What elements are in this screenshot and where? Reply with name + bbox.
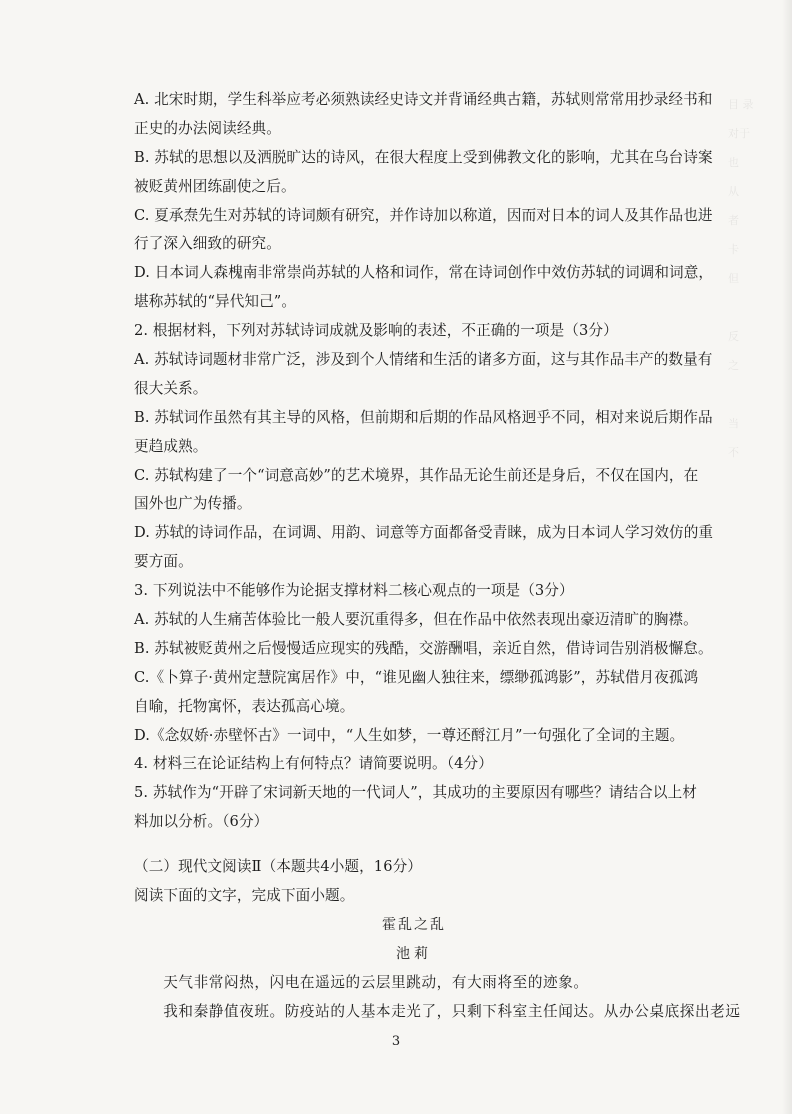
section-instruction: 阅读下面的文字，完成下面小题。: [134, 887, 355, 905]
option-1a-cont: 正史的办法阅读经典。: [134, 119, 281, 137]
question-4: 4. 材料三在论证结构上有何特点？请简要说明。（4分）: [134, 755, 493, 773]
option-2b-cont: 更趋成熟。: [134, 437, 208, 455]
question-5: 5. 苏轼作为“开辟了宋词新天地的一代词人”，其成功的主要原因有哪些？请结合以上材: [134, 784, 697, 802]
option-1d: D. 日本词人森槐南非常崇尚苏轼的人格和词作，常在诗词创作中效仿苏轼的词调和词意，: [134, 264, 714, 282]
page-number: 3: [391, 1034, 401, 1049]
story-title: 霍乱之乱: [382, 916, 446, 933]
option-1b: B. 苏轼的思想以及洒脱旷达的诗风，在很大程度上受到佛教文化的影响，尤其在乌台诗案: [134, 148, 713, 166]
option-3c: C.《卜算子·黄州定慧院寓居作》中，“谁见幽人独往来，缥缈孤鸿影”，苏轼借月夜孤鸿: [134, 668, 699, 686]
question-2: 2. 根据材料，下列对苏轼诗词成就及影响的表述，不正确的一项是（3分）: [134, 322, 618, 340]
scan-shadow: [782, 0, 792, 1114]
option-1d-cont: 堪称苏轼的“异代知己”。: [134, 293, 297, 311]
option-2d-cont: 要方面。: [134, 553, 193, 571]
option-1c: C. 夏承焘先生对苏轼的诗词颇有研究，并作诗加以称道，因而对日本的词人及其作品也进: [134, 206, 713, 224]
story-author: 池莉: [396, 945, 432, 962]
option-1b-cont: 被贬黄州团练副使之后。: [134, 177, 296, 195]
option-2d: D. 苏轼的诗词作品，在词调、用韵、词意等方面都备受青睐，成为日本词人学习效仿的重: [134, 524, 714, 542]
story-paragraph-2: 我和秦静值夜班。防疫站的人基本走光了，只剩下科室主任闻达。从办公桌底探出老远: [163, 1002, 741, 1020]
option-2c-cont: 国外也广为传播。: [134, 495, 252, 513]
option-2b: B. 苏轼词作虽然有其主导的风格，但前期和后期的作品风格迥乎不同，相对来说后期作品: [134, 408, 713, 426]
option-3c-cont: 自喻，托物寓怀，表达孤高心境。: [134, 697, 355, 715]
option-3d: D.《念奴娇·赤壁怀古》一词中，“人生如梦，一尊还酹江月”一句强化了全词的主题。: [134, 726, 685, 744]
option-2a: A. 苏轼诗词题材非常广泛，涉及到个人情绪和生活的诸多方面，这与其作品丰产的数量有: [134, 351, 713, 369]
question-3: 3. 下列说法中不能够作为论据支撑材料二核心观点的一项是（3分）: [134, 582, 574, 600]
option-2a-cont: 很大关系。: [134, 379, 208, 397]
section-gap: [134, 837, 694, 853]
section-heading: （二）现代文阅读Ⅱ（本题共4小题，16分）: [134, 858, 422, 876]
option-1a: A. 北宋时期，学生科举应考必须熟读经史诗文并背诵经典古籍，苏轼则常常用抄录经书和: [134, 91, 713, 108]
story-paragraph-1: 天气非常闷热，闪电在遥远的云层里跳动，有大雨将至的迹象。: [163, 973, 589, 991]
question-5-cont: 料加以分析。（6分）: [134, 813, 269, 831]
option-1c-cont: 行了深入细致的研究。: [134, 235, 281, 253]
option-3a: A. 苏轼的人生痛苦体验比一般人要沉重得多，但在作品中依然表现出豪迈清旷的胸襟。: [134, 611, 698, 629]
option-2c: C. 苏轼构建了一个“词意高妙”的艺术境界，其作品无论生前还是身后，不仅在国内，在: [134, 466, 699, 484]
option-3b: B. 苏轼被贬黄州之后慢慢适应现实的残酷，交游酬唱，亲近自然，借诗词告别消极懈怠。: [134, 639, 713, 657]
bleed-through-margin: 目 录 对于 也 从 者 卡 但 反 之 当 不: [728, 98, 754, 459]
